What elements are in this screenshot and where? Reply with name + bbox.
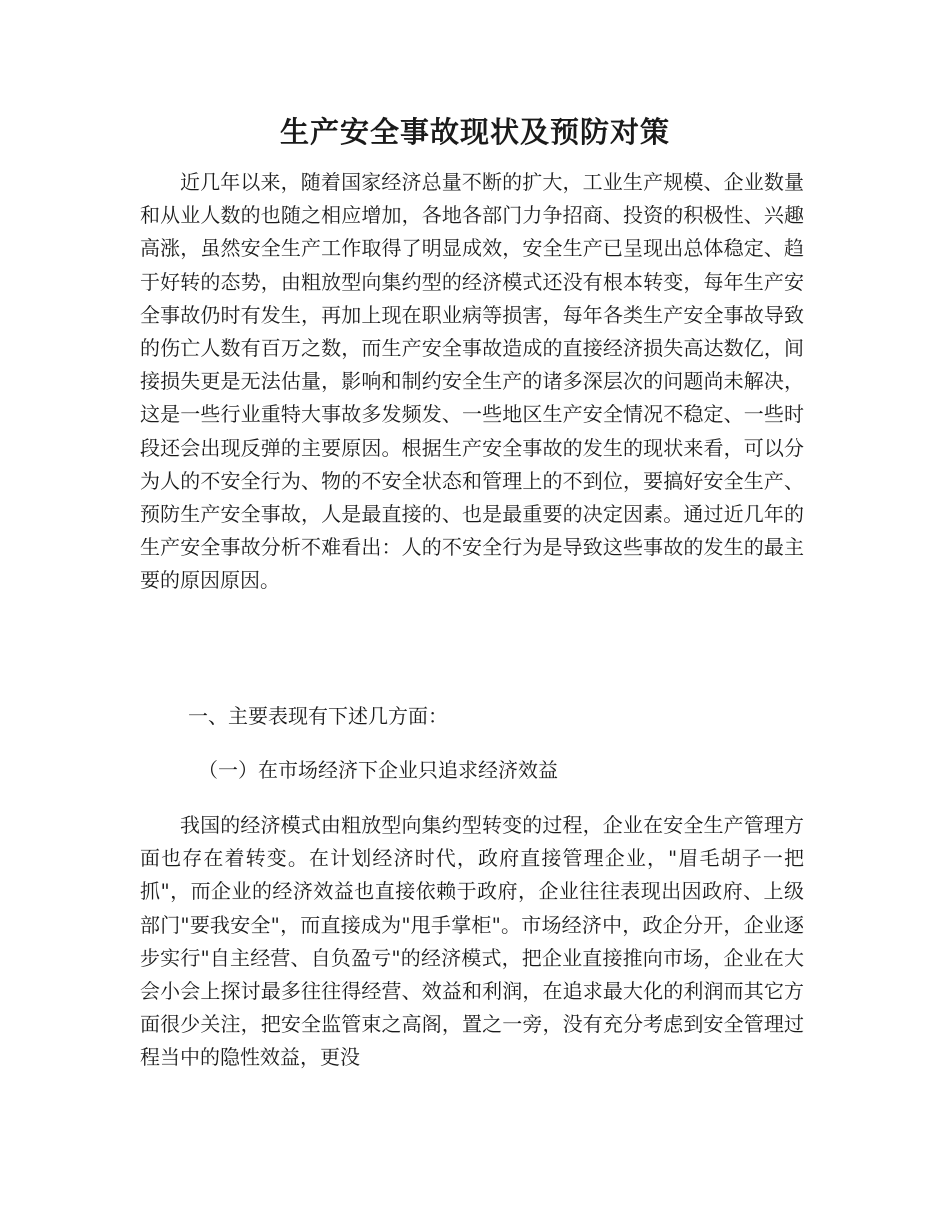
document-title: 生产安全事故现状及预防对策: [279, 115, 670, 149]
subsection-heading: （一）在市场经济下企业只追求经济效益: [198, 758, 558, 782]
paragraph-intro: 近几年以来，随着国家经济总量不断的扩大，工业生产规模、企业数量和从业人数的也随之相应增加，各地各部门力争招商、投资的积极性、兴趣高涨，虽然安全生产工作取得了明显成效，安全生产已呈现出总体稳定、趋于好转的态势，由粗放型向集约型的经济模式还没有根本转变，每年生产安全事故仍时有发生，再加上现在职业病等损害，每年各类生产安全事故导致的伤亡人数有百万之数，而生产安全事故造成的直接经济损失高达数亿，间接损失更是无法估量，影响和制约安全生产的诸多深层次的问题尚未解决，这是一些行业重特大事故多发频发、一些地区生产安全情况不稳定、一些时段还会出现反弹的主要原因。根据生产安全事故的发生的现状来看，可以分为人的不安全行为、物的不安全状态和管理上的不到位，要搞好安全生产、预防生产安全事故，人是最直接的、也是最重要的决定因素。通过近几年的生产安全事故分析不难看出：人的不安全行为是导致这些事故的发生的最主要的原因原因。: [140, 170, 804, 593]
paragraph-body: 我国的经济模式由粗放型向集约型转变的过程，企业在安全生产管理方面也存在着转变。在计划经济时代，政府直接管理企业，"眉毛胡子一把抓"，而企业的经济效益也直接依赖于政府，企业往往表现出因政府、上级部门"要我安全"，而直接成为"甩手掌柜"。市场经济中，政企分开，企业逐步实行"自主经营、自负盈亏"的经济模式，把企业直接推向市场，企业在大会小会上探讨最多往往得经营、效益和利润，在追求最大化的利润而其它方面很少关注，把安全监管束之高阁，置之一旁，没有充分考虑到安全管理过程当中的隐性效益，更没: [140, 813, 804, 1070]
section-heading: 一、主要表现有下述几方面：: [188, 704, 448, 728]
